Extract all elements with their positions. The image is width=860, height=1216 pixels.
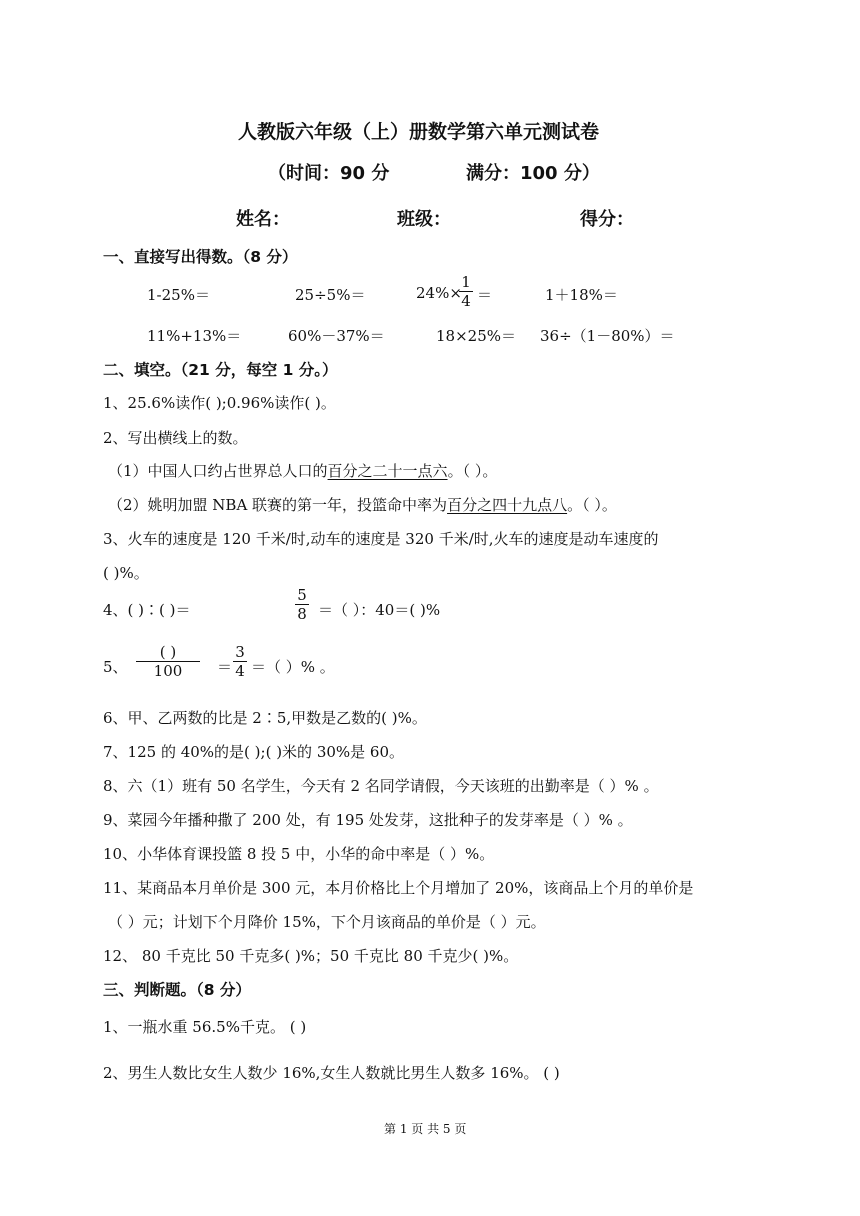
question-text: （2）姚明加盟 NBA 联赛的第一年，投篮命中率为 <box>108 496 448 514</box>
class-label: 班级： <box>397 209 451 230</box>
fraction-denominator: 100 <box>153 662 183 680</box>
name-label: 姓名： <box>236 209 290 230</box>
score-label: 得分： <box>580 209 634 230</box>
question-12: 12、 80 千克比 50 千克多( )%；50 千克比 80 千克少( )%。 <box>103 947 519 965</box>
fraction-numerator: ( ) <box>159 643 177 661</box>
fraction-three-quarters <box>233 643 247 680</box>
fraction-numerator: 3 <box>235 643 245 661</box>
section-2-heading: 二、填空。（21 分，每空 1 分。） <box>103 361 338 379</box>
question-2-part-2 <box>108 494 617 515</box>
page-number: 第 1 页 共 5 页 <box>384 1122 467 1136</box>
calc-item: 60%－37%＝ <box>288 327 385 345</box>
fraction-denominator: 4 <box>461 292 471 310</box>
fraction-denominator: 4 <box>235 662 245 680</box>
question-2: 2、写出横线上的数。 <box>103 429 248 447</box>
section-3-heading: 三、判断题。（8 分） <box>103 981 251 999</box>
question-11-line-2: （ ）元；计划下个月降价 15%，下个月该商品的单价是（ ）元。 <box>108 913 546 931</box>
question-4-part-1: 4、( )∶( )＝ <box>103 601 191 619</box>
fraction-blank-over-100 <box>136 643 200 680</box>
judge-question-1: 1、一瓶水重 56.5%千克。 ( ) <box>103 1018 307 1036</box>
fraction-denominator: 8 <box>297 605 307 623</box>
answer-blank: 。（ ）。 <box>447 462 498 480</box>
question-7: 7、125 的 40%的是( );( )米的 30%是 60。 <box>103 743 405 761</box>
calc-item: 25÷5%＝ <box>295 286 366 304</box>
fraction-numerator: 5 <box>297 586 307 604</box>
question-3-line-2: ( )%。 <box>103 564 149 582</box>
underlined-number-words: 百分之二十一点六 <box>327 462 448 480</box>
question-5-answer: ＝（ ）% 。 <box>251 658 335 676</box>
question-3-line-1: 3、火车的速度是 120 千米/时,动车的速度是 320 千米/时,火车的速度是动车速度的 <box>103 530 659 548</box>
question-1: 1、25.6%读作( );0.96%读作( )。 <box>103 394 336 412</box>
underlined-number-words: 百分之四十九点八 <box>447 496 568 514</box>
calc-item: 24%× <box>416 284 462 302</box>
question-10: 10、小华体育课投篮 8 投 5 中，小华的命中率是（ ）%。 <box>103 845 495 863</box>
calc-item: ＝ <box>477 286 493 304</box>
calc-item: 11%+13%＝ <box>147 327 242 345</box>
calc-item: 36÷（1－80%）＝ <box>540 327 675 345</box>
question-5-label: 5、 <box>103 658 128 676</box>
calc-item: 1＋18%＝ <box>545 286 618 304</box>
question-9: 9、菜园今年播种撒了 200 处，有 195 处发芽，这批种子的发芽率是（ ）% 。 <box>103 811 633 829</box>
question-11-line-1: 11、某商品本月单价是 300 元，本月价格比上个月增加了 20%，该商品上个月的单价是 <box>103 879 694 897</box>
judge-question-2: 2、男生人数比女生人数少 16%,女生人数就比男生人数多 16%。 ( ) <box>103 1064 560 1082</box>
fraction-five-eighths <box>295 586 309 623</box>
question-8: 8、六（1）班有 50 名学生，今天有 2 名同学请假，今天该班的出勤率是（ ）% 。 <box>103 777 659 795</box>
question-6: 6、甲、乙两数的比是 2∶5,甲数是乙数的( )%。 <box>103 709 427 727</box>
full-score: 满分：100 分） <box>466 163 600 184</box>
page-title: 人教版六年级（上）册数学第六单元测试卷 <box>238 121 600 143</box>
question-4-part-2: ＝（ ）：40＝( )% <box>318 601 441 619</box>
equals-sign: ＝ <box>217 658 233 676</box>
question-text: （1）中国人口约占世界总人口的 <box>108 462 328 480</box>
question-2-part-1 <box>108 460 497 481</box>
calc-item: 1-25%＝ <box>147 286 210 304</box>
answer-blank: 。（ ）。 <box>567 496 617 514</box>
calc-item: 18×25%＝ <box>436 327 516 345</box>
section-1-heading: 一、直接写出得数。（8 分） <box>103 248 298 266</box>
fraction-one-quarter <box>459 273 473 310</box>
time-limit: （时间：90 分 <box>268 163 390 184</box>
fraction-numerator: 1 <box>461 273 471 291</box>
